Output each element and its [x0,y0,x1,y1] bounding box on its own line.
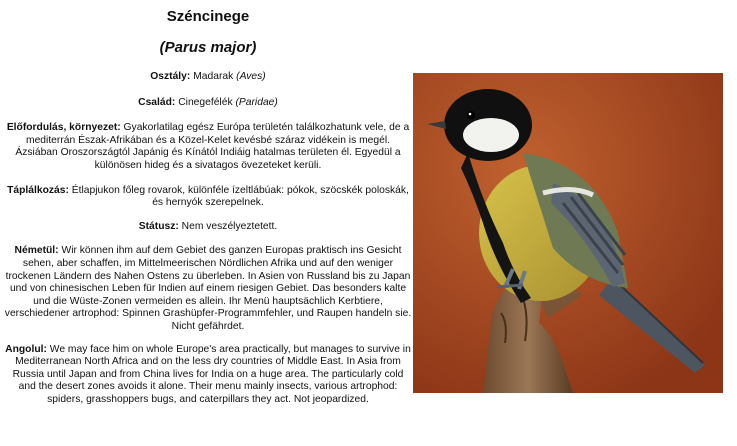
feeding-paragraph [4,185,412,210]
class-label: Osztály: [150,71,191,82]
bird-photo [413,73,723,393]
great-tit-illustration [413,73,723,393]
text-column [4,0,412,406]
feeding-label: Táplálkozás: [7,184,69,196]
class-line [4,71,412,84]
family-value: Cinegefélék [178,96,233,108]
family-label: Család: [138,96,176,108]
latin-name: (Parus major) [159,39,257,56]
occurrence-text: Gyakorlatilag egész Európa területén találkozhatunk vele, de a mediterrán Észak-Afrikában és a Közel-Kelet kevésbé száraz vidékein is megél. Ázsiában Oroszországtól Japánig és Kínától Indiáig hatalmas területen él. Egyedül a különösen hideg és a sivatagos övezeteket kerüli. [15,122,410,171]
occurrence-label: Előfordulás, környezet: [6,122,121,134]
english-text: We may face him on whole Europe's area practically, but manages to survive in Mediterranean North Africa and on the less dry countries of Middle East. In Asia from Russia until Japan and from China lives for India on a huge area. The particularly cold and the desert zones avoids it alone. Their menu mainly insects, various artrophod: spiders, grasshoppers bugs, and caterpillars they act. Not jeopardized. [12,343,411,405]
page-title: Széncinege [166,8,250,25]
status-label: Státusz: [138,220,179,232]
english-paragraph [4,344,412,407]
occurrence-paragraph [4,122,412,172]
class-latin: (Aves) [236,71,266,82]
german-label: Németül: [14,245,59,257]
english-label: Angolul: [5,343,47,355]
status-text: Nem veszélyeztetett. [181,220,278,232]
class-value: Madarak [193,71,234,82]
feeding-text: Étlapjukon főleg rovarok, különféle ízeltlábúak: pókok, szöcskék poloskák, és hernyók szerepelnek. [71,184,409,209]
german-text: Wir können ihm auf dem Gebiet des ganzen Europas praktisch ins Gesicht sehen, aber schaffen, im Mittelmeerischen Nördlichen Afrika und auf den weniger trockenen Ländern des Nahen Ostens zu überleben. In Asien von Russland bis zu Japan und von chinesischen Leben für Indien auf einem riesigen Gebiet. Das besonders kalte und die Wüste-Zonen vermeiden es allein. Ihr Menü hauptsächlich Kerbtiere, verschiedener artrophod: Spinnen Grashüpfer-Programmfehler, und Raupen handeln sie. Nicht gefährdet. [4,245,412,332]
german-paragraph [4,245,412,333]
family-latin: (Paridae) [235,96,278,108]
status-line [4,221,412,234]
family-line [4,97,412,110]
